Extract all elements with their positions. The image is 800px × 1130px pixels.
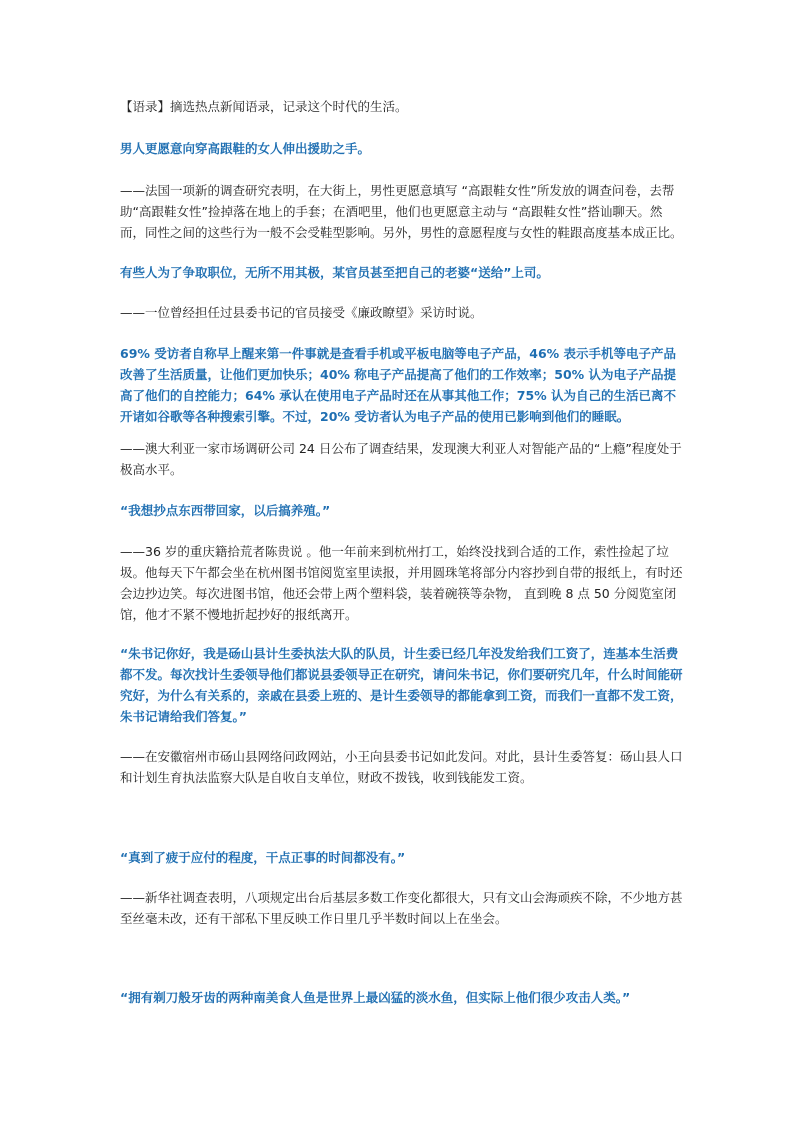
quote-2: 有些人为了争取职位，无所不用其极，某官员甚至把自己的老婆“送给”上司。 [120,265,549,280]
source-4: ——36 岁的重庆籍拾荒者陈贵说 。他一年前来到杭州打工，始终没找到合适的工作，索性捡起了垃圾。他每天下午都会坐在杭州图书馆阅览室里读报，并用圆珠笔将部分内容抄到自带的报纸上，有时还会边抄边笑。每次进图书馆，他还会带上两个塑料袋，装着碗筷等杂物， 直到晚 8 点 50 分阅览室闭馆，他才不紧不慢地折起抄好的报纸离开。 [120,544,683,622]
quote-7: “拥有剃刀般牙齿的两种南美食人鱼是世界上最凶猛的淡水鱼，但实际上他们很少攻击人类。” [120,990,631,1005]
quote-4: “我想抄点东西带回家，以后搞养殖。” [120,503,331,518]
quote-6: “真到了疲于应付的程度，干点正事的时间都没有。” [120,850,406,865]
quote-3: 69% 受访者自称早上醒来第一件事就是查看手机或平板电脑等电子产品，46% 表示手机等电子产品改善了生活质量，让他们更加快乐；40% 称电子产品提高了他们的工作效率；50% 认为电子产品提高了他们的自控能力；64% 承认在使用电子产品时还在从事其他工作；75% 认为自己的生活已离不开诸如谷歌等各种搜索引擎。不过，20% 受访者认为电子产品的使用已影响到他们的睡眠。 [120,346,677,424]
source-1: ——法国一项新的调查研究表明，在大街上，男性更愿意填写 “高跟鞋女性”所发放的调查问卷，去帮助“高跟鞋女性”捡掉落在地上的手套；在酒吧里，他们也更愿意主动与 “高跟鞋女性”搭讪聊天。然而，同性之间的这些行为一般不会受鞋型影响。另外，男性的意愿程度与女性的鞋跟高度基本成正比。 [120,183,683,240]
source-6: ——新华社调查表明，八项规定出台后基层多数工作变化都很大，只有文山会海顽疾不除，不少地方甚至丝毫未改，还有干部私下里反映工作日里几乎半数时间以上在坐会。 [120,890,683,926]
source-2: ——一位曾经担任过县委书记的官员接受《廉政瞭望》采访时说。 [120,305,483,320]
quote-5: “朱书记你好，我是砀山县计生委执法大队的队员，计生委已经几年没发给我们工资了，连基本生活费都不发。每次找计生委领导他们都说县委领导正在研究，请问朱书记，你们要研究几年，什么时间能研究好，为什么有关系的，亲戚在县委上班的、是计生委领导的都能拿到工资，而我们一直都不发工资，朱书记请给我们答复。” [120,646,683,724]
intro-line: 【语录】摘选热点新闻语录，记录这个时代的生活。 [120,99,408,114]
source-3: ——澳大利亚一家市场调研公司 24 日公布了调查结果，发现澳大利亚人对智能产品的“上瘾”程度处于极高水平。 [120,441,682,477]
source-5: ——在安徽宿州市砀山县网络问政网站，小王向县委书记如此发问。对此，县计生委答复：砀山县人口和计划生育执法监察大队是自收自支单位，财政不拨钱，收到钱能发工资。 [120,749,683,785]
quote-1: 男人更愿意向穿高跟鞋的女人伸出援助之手。 [120,141,371,156]
